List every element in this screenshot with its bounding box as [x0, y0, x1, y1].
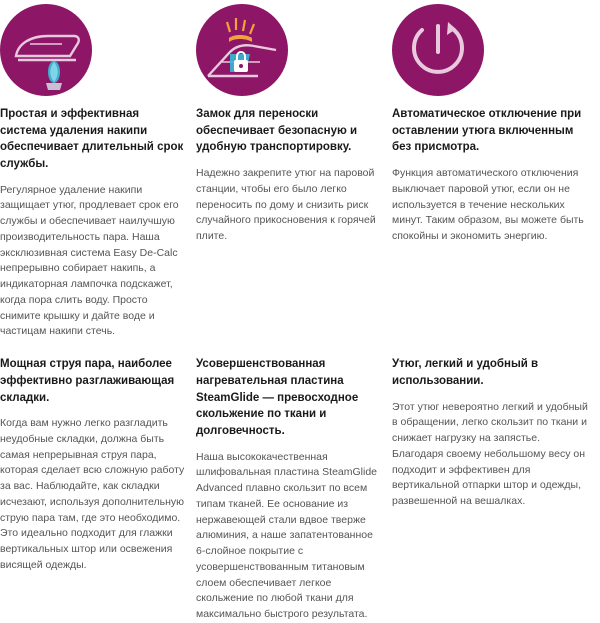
- feature-heading: Утюг, легкий и удобный в использовании.: [392, 358, 539, 387]
- feature-card-soleplate: [196, 352, 392, 623]
- auto-shutoff-power-icon: [392, 4, 484, 96]
- icon-container: [196, 0, 384, 100]
- feature-body: Надежно закрепите утюг на паровой станции, чтобы его было легко переносить по дому и снизить риск случайного прикосновения к горячей плите.: [196, 167, 376, 243]
- feature-card-lightweight: [392, 352, 600, 623]
- feature-body: Этот утюг невероятно легкий и удобный в обращении, легко скользит по ткани и снижает нагрузку на запястье. Благодаря своему небольшому весу он подходит и эффективен для вертикальной отпарки штор и одежды, развешенной на вешалках.: [392, 400, 588, 508]
- feature-body: Когда вам нужно легко разгладить неудобные складки, должна быть самая непрерывная струя пара, которая сделает всю сложную работу за вас. Наблюдайте, как складки исчезают, используя дополнительную струю пара там, где это необходимо. Это идеально подходит для глажки вертикальных штор или освежения висящей одежды.: [0, 417, 185, 571]
- feature-grid-row-2: [0, 352, 600, 623]
- feature-card-carry-lock: [196, 0, 392, 340]
- feature-body: Регулярное удаление накипи защищает утюг, продлевает срок его службы и обеспечивает наилучшую производительность пара. Наша эксклюзивная система Easy De-Calc непрерывно собирает накипь, а индикаторная лампочка подскажет, когда пора слить воду. Просто снимите крышку и дайте воде и частицам накипи стечь.: [0, 183, 179, 338]
- feature-body: Функция автоматического отключения выключает паровой утюг, если он не используется в течение нескольких минут. Таким образом, вы можете быть спокойны и экономить энергию.: [392, 167, 584, 243]
- icon-container: [392, 0, 592, 100]
- feature-card-auto-shutoff: [392, 0, 600, 340]
- feature-heading: Автоматическое отключение при оставлении утюга включенным без присмотра.: [392, 108, 582, 154]
- row-spacer: [0, 340, 600, 352]
- feature-card-steam-jet: [0, 352, 196, 623]
- feature-heading: Простая и эффективная система удаления накипи обеспечивает длительный срок службы.: [0, 108, 184, 171]
- feature-heading: Замок для переноски обеспечивает безопасную и удобную транспортировку.: [196, 108, 358, 154]
- feature-body: Наша высококачественная шлифовальная пластина SteamGlide Advanced плавно скользит по всем типам тканей. Ее основание из нержавеющей стали вдвое тверже алюминия, а наше запатентованное 6-слойное покрытие с усовершенствованным титановым слоем обеспечивает легкое скольжение по любой ткани для максимально быстрого результата.: [196, 450, 378, 621]
- carry-lock-icon: [196, 4, 288, 96]
- feature-card-descaling: [0, 0, 196, 340]
- feature-heading: Мощная струя пара, наиболее эффективно разглаживающая складки.: [0, 358, 175, 404]
- feature-heading: Усовершенствованная нагревательная пластина SteamGlide — превосходное скольжение по ткани и долговечность.: [196, 358, 359, 437]
- iron-descaling-icon: [0, 4, 92, 96]
- icon-container: [0, 0, 188, 100]
